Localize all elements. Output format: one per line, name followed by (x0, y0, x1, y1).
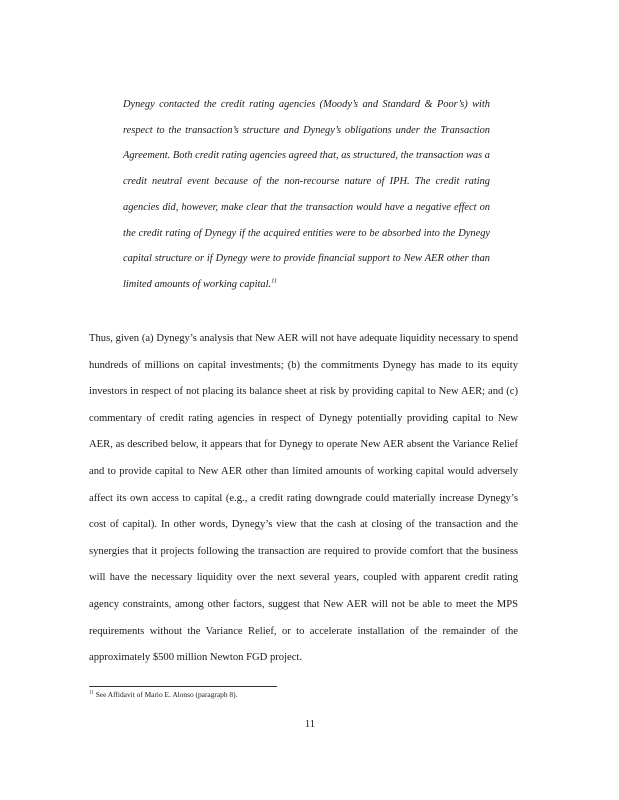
footnote-text: See Affidavit of Mario E. Alonso (paragraph 8). (95, 690, 238, 699)
block-quote (123, 92, 490, 298)
footnote (89, 690, 389, 700)
block-quote-text: Dynegy contacted the credit rating agencies (Moody’s and Standard & Poor’s) with respect to the transaction’s structure and Dynegy’s obligations under the Transaction Agreement. Both credit rating agencies agreed that, as structured, the transaction was a credit neutral event because of the non-recourse nature of IPH. The credit rating agencies did, however, make clear that the transaction would have a negative effect on the credit rating of Dynegy if the acquired entities were to be absorbed into the Dynegy capital structure or if Dynegy were to provide financial support to New AER other than limited amounts of working capital. (123, 99, 490, 290)
page-number: 11 (304, 719, 316, 730)
footnote-separator (89, 686, 277, 687)
footnote-reference: 11 (271, 277, 278, 285)
body-paragraph: Thus, given (a) Dynegy’s analysis that New AER will not have adequate liquidity necessary to spend hundreds of millions on capital investments; (b) the commitments Dynegy has made to its equity investors in respect of not placing its balance sheet at risk by providing capital to New AER; and (c) commentary of credit rating agencies in respect of Dynegy potentially providing capital to New AER, as described below, it appears that for Dynegy to operate New AER absent the Variance Relief and to provide capital to New AER other than limited amounts of working capital would adversely affect its own access to capital (e.g., a credit rating downgrade could materially increase Dynegy’s cost of capital). In other words, Dynegy’s view that the cash at closing of the transaction and the synergies that it projects following the transaction are required to provide comfort that the business will have the necessary liquidity over the next several years, coupled with apparent credit rating agency constraints, among other factors, suggest that New AER will not be able to meet the MPS requirements without the Variance Relief, or to accelerate installation of the remainder of the approximately $500 million Newton FGD project. (89, 333, 518, 664)
footnote-marker: 11 (89, 690, 94, 696)
